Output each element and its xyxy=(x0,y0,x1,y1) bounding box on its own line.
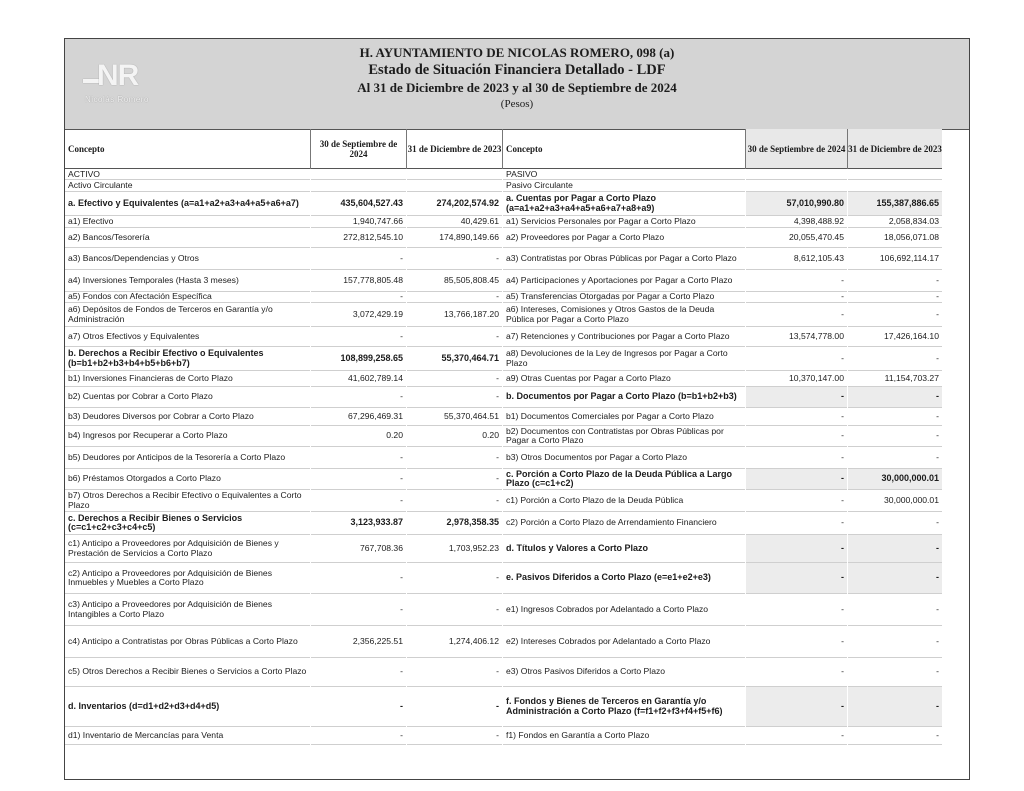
left-sep-2024-header: 30 de Septiembre de 2024 xyxy=(311,129,406,169)
table-row-label: a. Efectivo y Equivalentes (a=a1+a2+a3+a4+a5+a6+a7) xyxy=(65,192,310,216)
table-cell-sep-2024: 57,010,990.80 xyxy=(746,192,847,216)
table-row-label: b5) Deudores por Anticipos de la Tesorería a Corto Plazo xyxy=(65,447,310,469)
table-row-label: a5) Transferencias Otorgadas por Pagar a Corto Plazo xyxy=(503,292,745,303)
table-cell-dic-2023: - xyxy=(848,687,942,727)
right-concept-column xyxy=(503,129,746,740)
table-cell-sep-2024: - xyxy=(311,469,406,490)
table-row-label: a7) Otros Efectivos y Equivalentes xyxy=(65,327,310,347)
table-cell-dic-2023: - xyxy=(848,563,942,594)
table-row-label: b. Documentos por Pagar a Corto Plazo (b=b1+b2+b3) xyxy=(503,387,745,408)
table-cell-dic-2023: - xyxy=(848,387,942,408)
table-cell-sep-2024: - xyxy=(746,563,847,594)
table-row-label: c2) Porción a Corto Plazo de Arrendamiento Financiero xyxy=(503,512,745,535)
table-row-label: c. Porción a Corto Plazo de la Deuda Pública a Largo Plazo (c=c1+c2) xyxy=(503,469,745,490)
table-row-label: e1) Ingresos Cobrados por Adelantado a Corto Plazo xyxy=(503,594,745,626)
municipality-logo xyxy=(75,57,171,105)
table-row-label: c2) Anticipo a Proveedores por Adquisición de Bienes Inmuebles y Muebles a Corto Plazo xyxy=(65,563,310,594)
table-row-label: b1) Documentos Comerciales por Pagar a Corto Plazo xyxy=(503,408,745,426)
table-cell-dic-2023: 13,766,187.20 xyxy=(407,303,502,327)
table-cell-dic-2023: - xyxy=(848,594,942,626)
table-cell-dic-2023: - xyxy=(407,687,502,727)
table-cell-dic-2023: 155,387,886.65 xyxy=(848,192,942,216)
table-cell-dic-2023: 0.20 xyxy=(407,426,502,447)
table-cell-dic-2023: - xyxy=(407,248,502,270)
table-row-label: PASIVO xyxy=(503,170,745,180)
table-row-label: a3) Contratistas por Obras Públicas por Pagar a Corto Plazo xyxy=(503,248,745,270)
table-cell-sep-2024: 3,072,429.19 xyxy=(311,303,406,327)
table-row-label: d. Inventarios (d=d1+d2+d3+d4+d5) xyxy=(65,687,310,727)
table-cell-sep-2024: 2,356,225.51 xyxy=(311,626,406,658)
report-header xyxy=(65,39,969,130)
table-cell-sep-2024: - xyxy=(311,687,406,727)
table-cell-sep-2024: - xyxy=(311,292,406,303)
table-cell-sep-2024: - xyxy=(311,327,406,347)
table-cell-sep-2024: 108,899,258.65 xyxy=(311,347,406,371)
table-cell-sep-2024: 13,574,778.00 xyxy=(746,327,847,347)
table-row-label: c5) Otros Derechos a Recibir Bienes o Servicios a Corto Plazo xyxy=(65,658,310,687)
table-cell-dic-2023: - xyxy=(407,292,502,303)
table-cell-sep-2024: - xyxy=(311,727,406,745)
table-cell-sep-2024: - xyxy=(746,387,847,408)
right-concept-header: Concepto xyxy=(503,129,745,169)
table-cell-dic-2023: 17,426,164.10 xyxy=(848,327,942,347)
table-row-label: b2) Cuentas por Cobrar a Corto Plazo xyxy=(65,387,310,408)
table-cell-sep-2024: 3,123,933.87 xyxy=(311,512,406,535)
table-cell-sep-2024: - xyxy=(746,270,847,292)
table-cell-sep-2024: - xyxy=(746,426,847,447)
table-cell-dic-2023: 2,978,358.35 xyxy=(407,512,502,535)
table-row-label: a4) Participaciones y Aportaciones por Pagar a Corto Plazo xyxy=(503,270,745,292)
table-row-label: e. Pasivos Diferidos a Corto Plazo (e=e1+e2+e3) xyxy=(503,563,745,594)
table-cell-dic-2023 xyxy=(848,170,942,180)
table-cell-sep-2024: - xyxy=(311,490,406,512)
logo-subtext: Nicolás Romero xyxy=(85,95,149,104)
left-dic-2023-column xyxy=(407,129,503,740)
right-dic-2023-column xyxy=(848,129,942,740)
table-row-label: c4) Anticipo a Contratistas por Obras Públicas a Corto Plazo xyxy=(65,626,310,658)
table-cell-sep-2024: 157,778,805.48 xyxy=(311,270,406,292)
table-cell-dic-2023: - xyxy=(848,626,942,658)
table-row-label: e2) Intereses Cobrados por Adelantado a Corto Plazo xyxy=(503,626,745,658)
table-row-label: a8) Devoluciones de la Ley de Ingresos por Pagar a Corto Plazo xyxy=(503,347,745,371)
table-row-label: a9) Otras Cuentas por Pagar a Corto Plazo xyxy=(503,371,745,387)
table-cell-dic-2023: - xyxy=(848,270,942,292)
table-cell-sep-2024: - xyxy=(311,447,406,469)
table-row-label: e3) Otros Pasivos Diferidos a Corto Plazo xyxy=(503,658,745,687)
table-row-label: b4) Ingresos por Recuperar a Corto Plazo xyxy=(65,426,310,447)
table-cell-dic-2023: - xyxy=(407,563,502,594)
table-row-label: b2) Documentos con Contratistas por Obras Públicas por Pagar a Corto Plazo xyxy=(503,426,745,447)
table-cell-sep-2024: - xyxy=(746,490,847,512)
entity-name: H. AYUNTAMIENTO DE NICOLAS ROMERO, 098 (a) xyxy=(359,45,675,60)
table-cell-sep-2024: - xyxy=(311,387,406,408)
table-cell-dic-2023: - xyxy=(848,426,942,447)
table-cell-sep-2024: - xyxy=(746,535,847,563)
table-cell-sep-2024: - xyxy=(746,469,847,490)
table-cell-sep-2024: 41,602,789.14 xyxy=(311,371,406,387)
table-row-label: a6) Depósitos de Fondos de Terceros en Garantía y/o Administración xyxy=(65,303,310,327)
table-cell-dic-2023: - xyxy=(407,658,502,687)
table-cell-dic-2023: 40,429.61 xyxy=(407,216,502,228)
table-cell-sep-2024: - xyxy=(746,727,847,745)
financial-statement-sheet xyxy=(64,38,970,780)
table-cell-dic-2023: 1,703,952.23 xyxy=(407,535,502,563)
table-row-label: a4) Inversiones Temporales (Hasta 3 meses) xyxy=(65,270,310,292)
table-row-label: c. Derechos a Recibir Bienes o Servicios (c=c1+c2+c3+c4+c5) xyxy=(65,512,310,535)
table-cell-sep-2024: 435,604,527.43 xyxy=(311,192,406,216)
table-cell-dic-2023: 1,274,406.12 xyxy=(407,626,502,658)
table-cell-dic-2023: - xyxy=(407,490,502,512)
table-row-label: d. Títulos y Valores a Corto Plazo xyxy=(503,535,745,563)
table-cell-dic-2023: - xyxy=(848,303,942,327)
table-row-label: b1) Inversiones Financieras de Corto Plazo xyxy=(65,371,310,387)
table-row-label: b7) Otros Derechos a Recibir Efectivo o Equivalentes a Corto Plazo xyxy=(65,490,310,512)
left-concept-column xyxy=(65,129,311,740)
table-cell-dic-2023: 106,692,114.17 xyxy=(848,248,942,270)
table-cell-sep-2024 xyxy=(746,180,847,192)
table-row-label: c3) Anticipo a Proveedores por Adquisición de Bienes Intangibles a Corto Plazo xyxy=(65,594,310,626)
table-cell-dic-2023: - xyxy=(407,371,502,387)
table-row-label: ACTIVO xyxy=(65,170,310,180)
table-row-label: a7) Retenciones y Contribuciones por Pagar a Corto Plazo xyxy=(503,327,745,347)
table-cell-sep-2024: - xyxy=(746,408,847,426)
table-cell-dic-2023: - xyxy=(848,447,942,469)
table-row-label: f1) Fondos en Garantía a Corto Plazo xyxy=(503,727,745,745)
table-cell-dic-2023: - xyxy=(848,535,942,563)
right-sep-2024-header: 30 de Septiembre de 2024 xyxy=(746,129,847,169)
table-cell-dic-2023: 55,370,464.71 xyxy=(407,347,502,371)
table-cell-sep-2024: - xyxy=(746,512,847,535)
table-row-label: f. Fondos y Bienes de Terceros en Garantía y/o Administración a Corto Plazo (f=f1+f2+f3+f4+f5+f6) xyxy=(503,687,745,727)
table-cell-dic-2023: 30,000,000.01 xyxy=(848,469,942,490)
right-sep-2024-column xyxy=(746,129,848,740)
table-row-label: a3) Bancos/Dependencias y Otros xyxy=(65,248,310,270)
table-cell-dic-2023: - xyxy=(407,469,502,490)
table-cell-sep-2024: 1,940,747.66 xyxy=(311,216,406,228)
table-row-label: Activo Circulante xyxy=(65,180,310,192)
table-row-label: a1) Servicios Personales por Pagar a Corto Plazo xyxy=(503,216,745,228)
table-cell-sep-2024: - xyxy=(746,447,847,469)
table-cell-sep-2024: 8,612,105.43 xyxy=(746,248,847,270)
table-cell-dic-2023: - xyxy=(407,387,502,408)
table-cell-dic-2023: - xyxy=(848,292,942,303)
table-row-label: a6) Intereses, Comisiones y Otros Gastos de la Deuda Pública por Pagar a Corto Plazo xyxy=(503,303,745,327)
logo-mark: NR xyxy=(97,59,139,92)
report-period: Al 31 de Diciembre de 2023 y al 30 de Septiembre de 2024 xyxy=(357,80,677,95)
table-cell-sep-2024 xyxy=(311,180,406,192)
table-cell-sep-2024: - xyxy=(311,594,406,626)
left-dic-2023-header: 31 de Diciembre de 2023 xyxy=(407,129,502,169)
table-row-label: a. Cuentas por Pagar a Corto Plazo (a=a1+a2+a3+a4+a5+a6+a7+a8+a9) xyxy=(503,192,745,216)
table-cell-sep-2024: - xyxy=(311,563,406,594)
table-row-label: b3) Deudores Diversos por Cobrar a Corto Plazo xyxy=(65,408,310,426)
report-title: Estado de Situación Financiera Detallado - LDF xyxy=(368,62,666,78)
table-cell-sep-2024: - xyxy=(746,303,847,327)
table-cell-sep-2024: - xyxy=(746,658,847,687)
table-cell-sep-2024 xyxy=(746,170,847,180)
table-cell-sep-2024: 0.20 xyxy=(311,426,406,447)
table-row-label: b. Derechos a Recibir Efectivo o Equivalentes (b=b1+b2+b3+b4+b5+b6+b7) xyxy=(65,347,310,371)
table-cell-sep-2024 xyxy=(311,170,406,180)
table-cell-sep-2024: - xyxy=(746,626,847,658)
report-currency: (Pesos) xyxy=(500,98,534,110)
table-cell-sep-2024: - xyxy=(311,248,406,270)
table-row-label: c1) Anticipo a Proveedores por Adquisición de Bienes y Prestación de Servicios a Corto Plazo xyxy=(65,535,310,563)
table-row-label: c1) Porción a Corto Plazo de la Deuda Pública xyxy=(503,490,745,512)
table-row-label: b6) Préstamos Otorgados a Corto Plazo xyxy=(65,469,310,490)
table-cell-sep-2024: - xyxy=(311,658,406,687)
table-cell-dic-2023: 274,202,574.92 xyxy=(407,192,502,216)
table-cell-sep-2024: - xyxy=(746,687,847,727)
table-cell-sep-2024: 272,812,545.10 xyxy=(311,228,406,248)
right-dic-2023-header: 31 de Diciembre de 2023 xyxy=(848,129,942,169)
table-cell-dic-2023: - xyxy=(848,408,942,426)
table-cell-dic-2023: 18,056,071.08 xyxy=(848,228,942,248)
table-cell-dic-2023: - xyxy=(407,447,502,469)
table-cell-dic-2023: 2,058,834.03 xyxy=(848,216,942,228)
table-cell-sep-2024: - xyxy=(746,594,847,626)
table-cell-dic-2023: - xyxy=(407,594,502,626)
table-row-label: d1) Inventario de Mercancías para Venta xyxy=(65,727,310,745)
table-cell-dic-2023: 174,890,149.66 xyxy=(407,228,502,248)
table-cell-dic-2023: 85,505,808.45 xyxy=(407,270,502,292)
left-sep-2024-column xyxy=(311,129,407,740)
table-cell-sep-2024: 67,296,469.31 xyxy=(311,408,406,426)
table-cell-sep-2024: - xyxy=(746,292,847,303)
table-row-label: a2) Proveedores por Pagar a Corto Plazo xyxy=(503,228,745,248)
table-cell-dic-2023: - xyxy=(848,512,942,535)
left-concept-header: Concepto xyxy=(65,129,310,169)
statement-table xyxy=(65,129,969,740)
table-cell-dic-2023 xyxy=(848,180,942,192)
table-row-label: a2) Bancos/Tesorería xyxy=(65,228,310,248)
table-cell-dic-2023: - xyxy=(848,347,942,371)
table-row-label: b3) Otros Documentos por Pagar a Corto Plazo xyxy=(503,447,745,469)
table-cell-sep-2024: 10,370,147.00 xyxy=(746,371,847,387)
table-row-label: Pasivo Circulante xyxy=(503,180,745,192)
table-cell-dic-2023: 30,000,000.01 xyxy=(848,490,942,512)
table-cell-sep-2024: - xyxy=(746,347,847,371)
table-cell-dic-2023 xyxy=(407,180,502,192)
table-cell-sep-2024: 767,708.36 xyxy=(311,535,406,563)
table-cell-dic-2023 xyxy=(407,170,502,180)
table-row-label: a1) Efectivo xyxy=(65,216,310,228)
table-cell-dic-2023: - xyxy=(407,727,502,745)
table-cell-dic-2023: 55,370,464.51 xyxy=(407,408,502,426)
table-cell-dic-2023: - xyxy=(848,658,942,687)
table-cell-dic-2023: - xyxy=(407,327,502,347)
table-cell-sep-2024: 4,398,488.92 xyxy=(746,216,847,228)
table-cell-sep-2024: 20,055,470.45 xyxy=(746,228,847,248)
table-cell-dic-2023: - xyxy=(848,727,942,745)
table-row-label: a5) Fondos con Afectación Específica xyxy=(65,292,310,303)
table-cell-dic-2023: 11,154,703.27 xyxy=(848,371,942,387)
